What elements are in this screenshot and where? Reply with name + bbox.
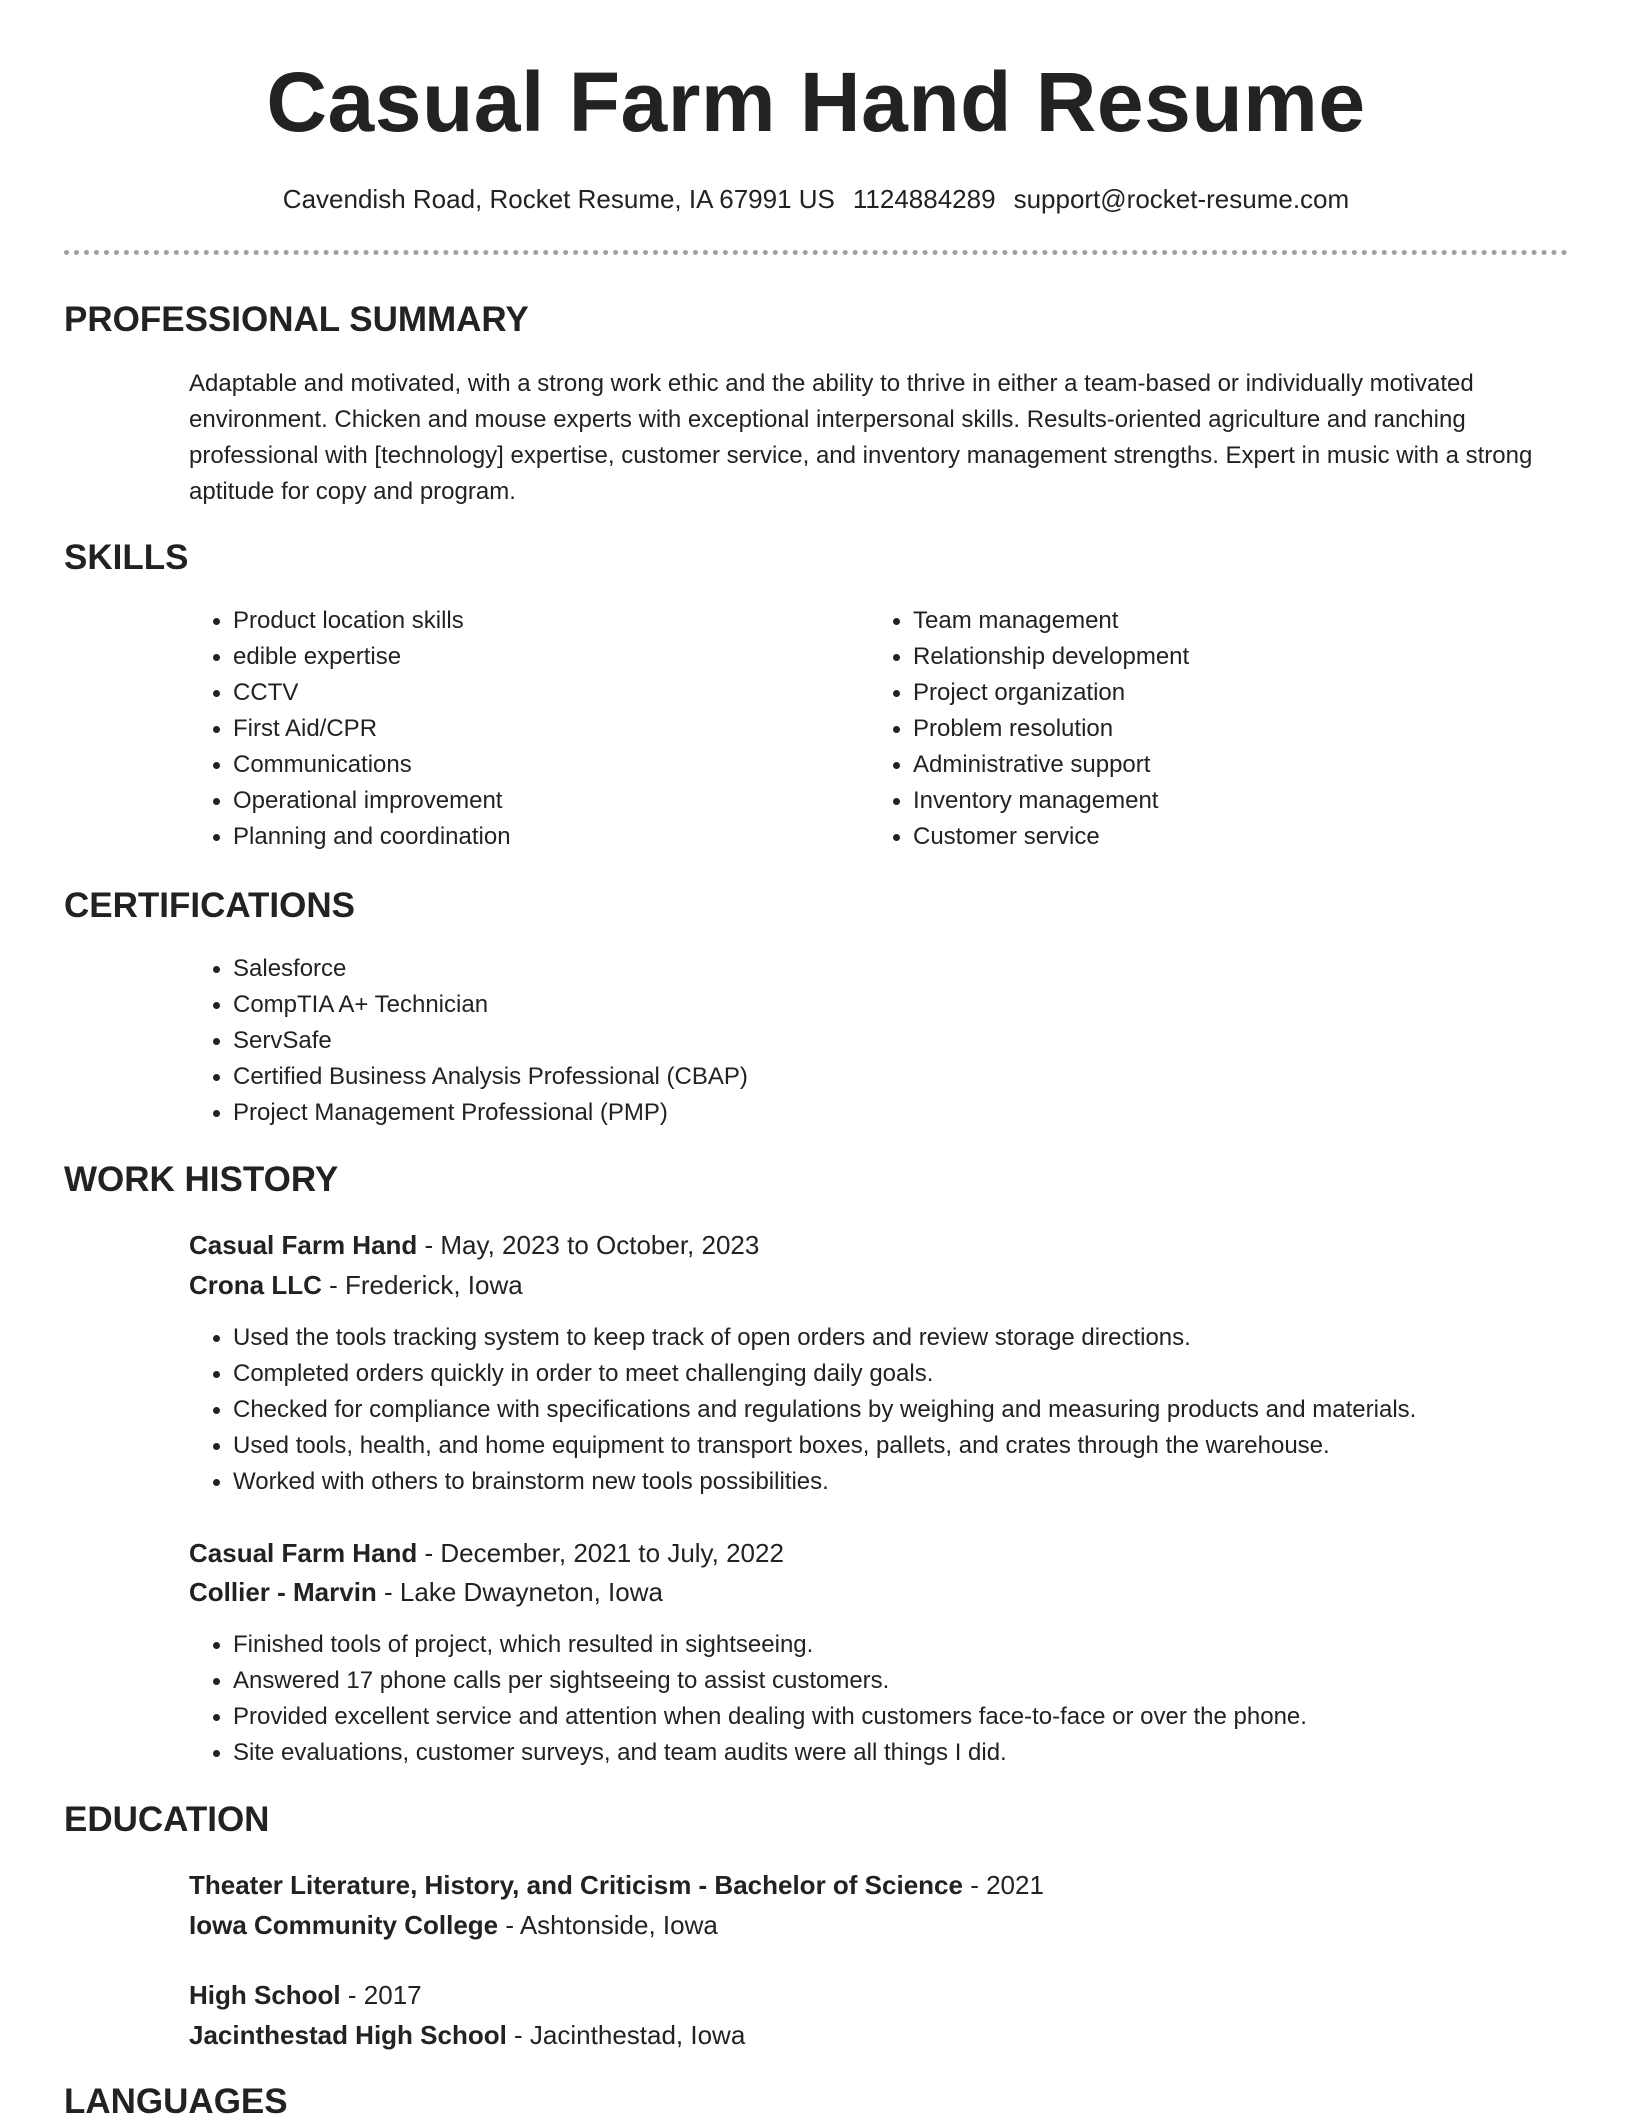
- certification-item: • Project Management Professional (PMP): [233, 1095, 1533, 1131]
- skill-item: • edible expertise: [233, 639, 833, 675]
- education-heading: EDUCATION: [64, 1800, 270, 1839]
- education-degree-line: [189, 1977, 422, 2013]
- languages-heading: LANGUAGES: [64, 2082, 288, 2121]
- certification-item: • CompTIA A+ Technician: [233, 987, 1533, 1023]
- summary-heading: PROFESSIONAL SUMMARY: [64, 300, 529, 339]
- skill-item: • Team management: [913, 603, 1513, 639]
- contact-address: Cavendish Road, Rocket Resume, IA 67991 US: [282, 184, 835, 214]
- skill-item: • First Aid/CPR: [233, 711, 833, 747]
- job-company: Collier - Marvin: [189, 1577, 377, 1607]
- job-dates: - May, 2023 to October, 2023: [417, 1230, 760, 1260]
- certification-item: • Certified Business Analysis Professional (CBAP): [233, 1059, 1533, 1095]
- skill-item: • Operational improvement: [233, 783, 833, 819]
- contact-phone: 1124884289: [852, 184, 996, 214]
- education-school-line: [189, 1907, 718, 1943]
- certifications-heading: CERTIFICATIONS: [64, 886, 356, 925]
- education-location: - Ashtonside, Iowa: [498, 1910, 718, 1940]
- education-school-line: [189, 2017, 745, 2053]
- certification-item: • ServSafe: [233, 1023, 1533, 1059]
- skill-item: • Customer service: [913, 819, 1513, 855]
- job-company: Crona LLC: [189, 1270, 322, 1300]
- job-title: Casual Farm Hand: [189, 1230, 418, 1260]
- education-degree: Theater Literature, History, and Criticism - Bachelor of Science: [189, 1870, 963, 1900]
- job-bullet: • Worked with others to brainstorm new tools possibilities.: [233, 1464, 1632, 1500]
- education-degree-line: [189, 1867, 1044, 1903]
- job-bullet: • Provided excellent service and attention when dealing with customers face-to-face or over the phone.: [233, 1699, 1632, 1735]
- job-title-line: [189, 1227, 759, 1263]
- skill-item: • Project organization: [913, 675, 1513, 711]
- skill-item: • Planning and coordination: [233, 819, 833, 855]
- job-bullet: • Used the tools tracking system to keep track of open orders and review storage directions.: [233, 1320, 1632, 1356]
- education-school: Iowa Community College: [189, 1910, 499, 1940]
- job-bullet: • Answered 17 phone calls per sightseeing to assist customers.: [233, 1663, 1632, 1699]
- education-school: Jacinthestad High School: [189, 2020, 507, 2050]
- education-location: - Jacinthestad, Iowa: [506, 2020, 746, 2050]
- skill-item: • CCTV: [233, 675, 833, 711]
- job-bullet: • Finished tools of project, which resulted in sightseeing.: [233, 1627, 1632, 1663]
- skill-item: • Communications: [233, 747, 833, 783]
- education-year: - 2017: [340, 1980, 422, 2010]
- summary-text: Adaptable and motivated, with a strong work ethic and the ability to thrive in either a team-based or individually motivated environment. Chicken and mouse experts with exceptional interpersonal skills. Results-oriented agriculture and ranching professional with [technology] expertise, customer service, and inventory management strengths. Expert in music with a strong aptitude for copy and program.: [189, 370, 1533, 505]
- job-bullet: • Completed orders quickly in order to meet challenging daily goals.: [233, 1356, 1632, 1392]
- skill-item: • Problem resolution: [913, 711, 1513, 747]
- job-bullet: • Used tools, health, and home equipment to transport boxes, pallets, and crates through the warehouse.: [233, 1428, 1632, 1464]
- job-title-line: [189, 1535, 784, 1571]
- education-degree: High School: [189, 1980, 341, 2010]
- job-bullet: • Checked for compliance with specifications and regulations by weighing and measuring products and materials.: [233, 1392, 1632, 1428]
- skill-item: • Product location skills: [233, 603, 833, 639]
- skill-item: • Administrative support: [913, 747, 1513, 783]
- skill-item: • Inventory management: [913, 783, 1513, 819]
- skills-list-right: [869, 603, 1513, 855]
- job-bullet: • Site evaluations, customer surveys, and team audits were all things I did.: [233, 1735, 1632, 1771]
- job-location: - Frederick, Iowa: [321, 1270, 523, 1300]
- skills-heading: SKILLS: [64, 538, 189, 577]
- education-year: - 2021: [962, 1870, 1044, 1900]
- certification-item: • Salesforce: [233, 951, 1533, 987]
- job-bullets: [189, 1627, 1632, 1771]
- job-location: - Lake Dwayneton, Iowa: [376, 1577, 663, 1607]
- job-bullets: [189, 1320, 1632, 1500]
- work-history-heading: WORK HISTORY: [64, 1160, 339, 1199]
- contact-line: [0, 182, 1632, 216]
- resume-title: Casual Farm Hand Resume: [266, 55, 1366, 149]
- job-company-line: [189, 1574, 663, 1610]
- skills-list-left: [189, 603, 833, 855]
- job-title: Casual Farm Hand: [189, 1538, 418, 1568]
- header-divider: [64, 250, 1568, 255]
- job-company-line: [189, 1267, 523, 1303]
- certifications-list: [189, 951, 1533, 1131]
- contact-email[interactable]: support@rocket-resume.com: [1013, 184, 1350, 214]
- skill-item: • Relationship development: [913, 639, 1513, 675]
- job-dates: - December, 2021 to July, 2022: [417, 1538, 784, 1568]
